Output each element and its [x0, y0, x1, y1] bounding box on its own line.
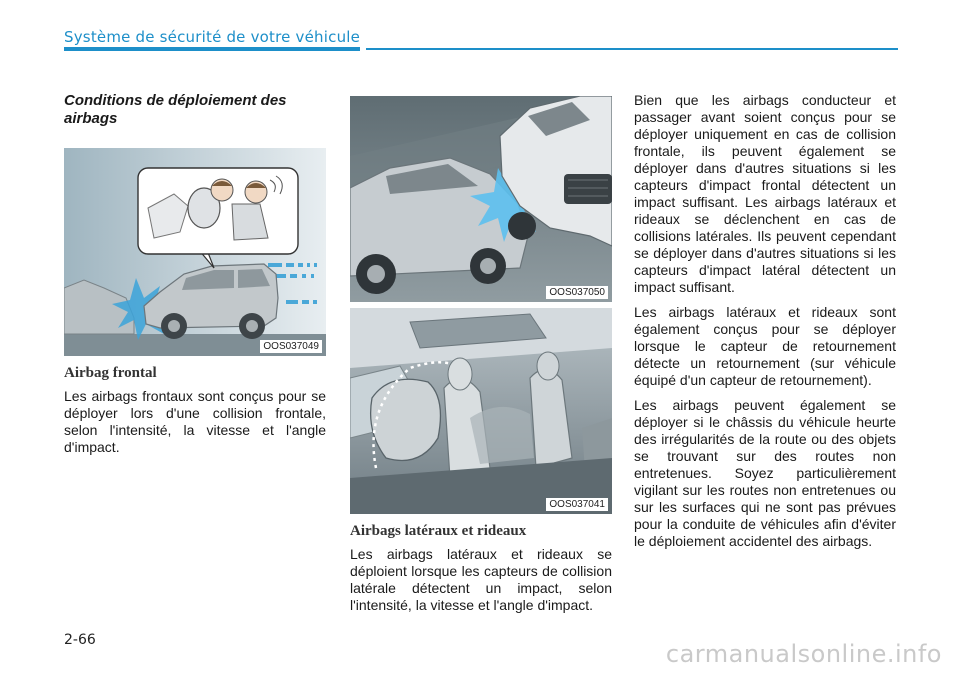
header-title: Système de sécurité de votre véhicule [64, 28, 361, 46]
curtain-airbag-illustration [350, 308, 612, 514]
figure-frontal-airbag [64, 148, 326, 356]
paragraph-deployment-conditions: Bien que les airbags conducteur et passager avant soient conçus pour se déployer uniquement en cas de collision frontale, ils peuvent également se déployer dans d'autres situations si les capteurs d'impact frontal détectent un impact suffisant. Les airbags latéraux et rideaux se déclenchent en cas de collisions latérales. Ils peuvent cependant se déployer dans d'autres situations si les capteurs d'impact latéral détectent un impact suffisant. [634, 92, 896, 295]
column-middle [350, 96, 612, 622]
paragraph-road-irregularities: Les airbags peuvent également se déployer si le châssis du véhicule heurte des irrégularités de la route ou des objets se trouvant sur des routes non entretenues. Soyez particulièrement vigilant sur les routes non entretenues ou sur les surfaces qui ne sont pas prévues pour la conduite de véhicules afin d'éviter le déploiement accidentel des airbags. [634, 397, 896, 549]
figure-curtain-airbag [350, 308, 612, 514]
paragraph-rollover-sensor: Les airbags latéraux et rideaux sont également conçus pour se déployer lorsque le capteur de retournement détecte un retournement (sur véhicule équipé d'un capteur de retournement). [634, 304, 896, 388]
frontal-airbag-text: Les airbags frontaux sont conçus pour se déployer lors d'une collision frontale, selon l'intensité, la vitesse et l'angle d'impact. [64, 388, 326, 455]
figure-code: OOS037050 [546, 286, 608, 299]
watermark: carmanualsonline.info [665, 640, 942, 668]
figure-code: OOS037041 [546, 498, 608, 511]
section-title: Conditions de déploiement des airbags [64, 92, 287, 127]
lateral-airbag-heading: Airbags latéraux et rideaux [350, 523, 527, 539]
lateral-airbag-text: Les airbags latéraux et rideaux se déploient lorsque les capteurs de collision latérale détectent un impact, selon l'intensité, la vitesse et l'angle d'impact. [350, 546, 612, 613]
column-left [64, 92, 326, 464]
header-rule-dark [64, 47, 360, 51]
column-right [634, 92, 896, 558]
figure-code: OOS037049 [260, 340, 322, 353]
page-number: 2-66 [64, 632, 96, 648]
frontal-crash-illustration [64, 148, 326, 356]
frontal-airbag-heading: Airbag frontal [64, 365, 157, 381]
figure-side-collision [350, 96, 612, 302]
header-rule [366, 48, 898, 50]
side-collision-illustration [350, 96, 612, 302]
